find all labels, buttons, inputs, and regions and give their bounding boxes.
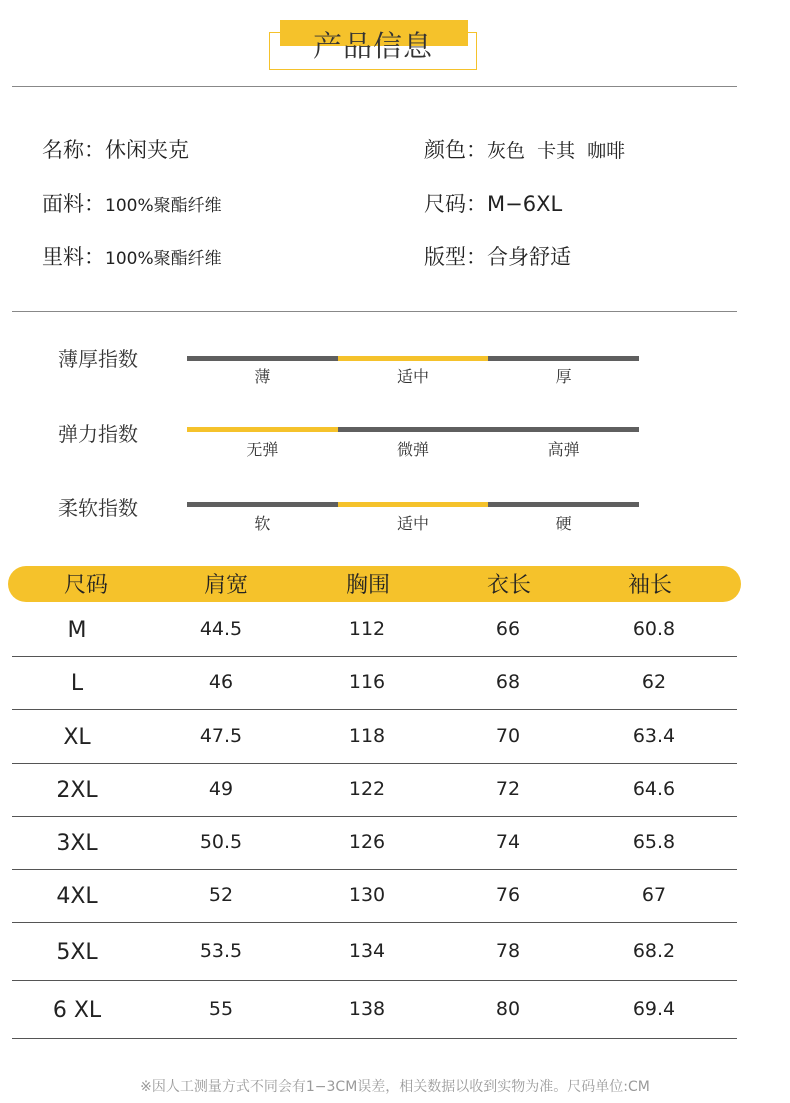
- softness-label: 柔软指数: [58, 496, 138, 520]
- thickness-scale: [187, 356, 639, 361]
- header-length: 衣长: [486, 573, 531, 598]
- fabric-value: 100%聚酯纤维: [105, 196, 222, 216]
- info-fit: [424, 241, 571, 271]
- cell-length: 78: [495, 939, 521, 962]
- lining-value: 100%聚酯纤维: [105, 249, 222, 269]
- thickness-segment: [338, 356, 489, 361]
- softness-segment: [488, 502, 639, 507]
- thickness-option: 适中: [397, 367, 430, 386]
- table-row-divider: [12, 869, 737, 870]
- thickness-options: [187, 364, 639, 387]
- cell-chest: 112: [348, 618, 386, 640]
- measurement-note: ※因人工测量方式不同会有1−3CM误差，相关数据以收到实物为准。尺码单位:CM: [140, 1079, 650, 1095]
- elasticity-segment: [338, 427, 489, 432]
- divider-middle: [12, 311, 737, 312]
- elasticity-option: 微弹: [397, 440, 430, 459]
- elasticity-options: [187, 437, 639, 460]
- table-row-divider: [12, 1038, 737, 1039]
- fit-value: 合身舒适: [487, 245, 571, 269]
- elasticity-segment: [488, 427, 639, 432]
- softness-segment: [187, 502, 338, 507]
- cell-size: 2XL: [56, 778, 98, 803]
- cell-chest: 126: [348, 831, 386, 853]
- cell-length: 68: [495, 671, 521, 693]
- softness-option: 硬: [555, 514, 572, 533]
- cell-length: 70: [495, 724, 521, 747]
- lining-label: 里料：: [42, 245, 105, 269]
- cell-size: 3XL: [56, 831, 98, 856]
- divider-top: [12, 86, 737, 87]
- info-color: [424, 134, 625, 164]
- cell-sleeve: 69.4: [632, 997, 676, 1020]
- cell-size: 4XL: [56, 884, 98, 909]
- cell-shoulder: 52: [208, 884, 234, 906]
- cell-chest: 134: [348, 939, 386, 962]
- cell-shoulder: 44.5: [199, 618, 243, 640]
- cell-chest: 138: [348, 997, 386, 1020]
- thickness-option: 薄: [254, 367, 271, 386]
- cell-size: 6 XL: [52, 997, 102, 1023]
- cell-length: 76: [495, 884, 521, 906]
- elasticity-segment: [187, 427, 338, 432]
- header-sleeve: 袖长: [627, 573, 672, 598]
- color-value: 灰色 卡其 咖啡: [487, 140, 626, 162]
- color-label: 颜色：: [424, 138, 487, 162]
- header-chest: 胸围: [345, 573, 390, 598]
- softness-scale: [187, 502, 639, 507]
- fabric-label: 面料：: [42, 192, 105, 216]
- cell-shoulder: 53.5: [199, 939, 243, 962]
- cell-shoulder: 49: [208, 778, 234, 800]
- cell-chest: 116: [348, 671, 386, 693]
- softness-segment: [338, 502, 489, 507]
- name-label: 名称：: [42, 138, 105, 162]
- cell-size: M: [67, 618, 87, 643]
- cell-size: XL: [63, 724, 91, 750]
- table-row-divider: [12, 709, 737, 710]
- cell-sleeve: 62: [641, 671, 667, 693]
- table-row-divider: [12, 922, 737, 923]
- cell-shoulder: 55: [208, 997, 234, 1020]
- table-row-divider: [12, 816, 737, 817]
- header-shoulder: 肩宽: [203, 573, 248, 598]
- table-row-divider: [12, 763, 737, 764]
- size-label: 尺码：: [424, 192, 487, 216]
- info-name: [42, 134, 189, 164]
- thickness-label: 薄厚指数: [58, 347, 138, 371]
- info-lining: [42, 241, 222, 271]
- thickness-segment: [187, 356, 338, 361]
- cell-shoulder: 50.5: [199, 831, 243, 853]
- header-size: 尺码: [63, 573, 108, 598]
- cell-length: 74: [495, 831, 521, 853]
- cell-sleeve: 68.2: [632, 939, 676, 962]
- cell-sleeve: 63.4: [632, 724, 676, 747]
- cell-size: L: [70, 671, 84, 696]
- name-value: 休闲夹克: [105, 138, 189, 162]
- page-title: 产品信息: [312, 29, 433, 63]
- cell-chest: 118: [348, 724, 386, 747]
- cell-chest: 122: [348, 778, 386, 800]
- cell-shoulder: 46: [208, 671, 234, 693]
- cell-length: 72: [495, 778, 521, 800]
- cell-length: 66: [495, 618, 521, 640]
- elasticity-label: 弹力指数: [58, 422, 138, 446]
- info-fabric: [42, 188, 222, 218]
- info-size: [424, 188, 562, 218]
- cell-sleeve: 67: [641, 884, 667, 906]
- elasticity-option: 高弹: [547, 440, 580, 459]
- softness-options: [187, 511, 639, 534]
- cell-size: 5XL: [56, 939, 98, 965]
- cell-length: 80: [495, 997, 521, 1020]
- cell-shoulder: 47.5: [199, 724, 243, 747]
- thickness-segment: [488, 356, 639, 361]
- table-row-divider: [12, 980, 737, 981]
- thickness-option: 厚: [555, 367, 572, 386]
- cell-sleeve: 64.6: [632, 778, 676, 800]
- softness-option: 适中: [397, 514, 430, 533]
- cell-sleeve: 60.8: [632, 618, 676, 640]
- table-row-divider: [12, 656, 737, 657]
- size-value: M−6XL: [487, 192, 563, 216]
- cell-sleeve: 65.8: [632, 831, 676, 853]
- softness-option: 软: [254, 514, 271, 533]
- cell-chest: 130: [348, 884, 386, 906]
- elasticity-option: 无弹: [246, 440, 279, 459]
- elasticity-scale: [187, 427, 639, 432]
- fit-label: 版型：: [424, 245, 487, 269]
